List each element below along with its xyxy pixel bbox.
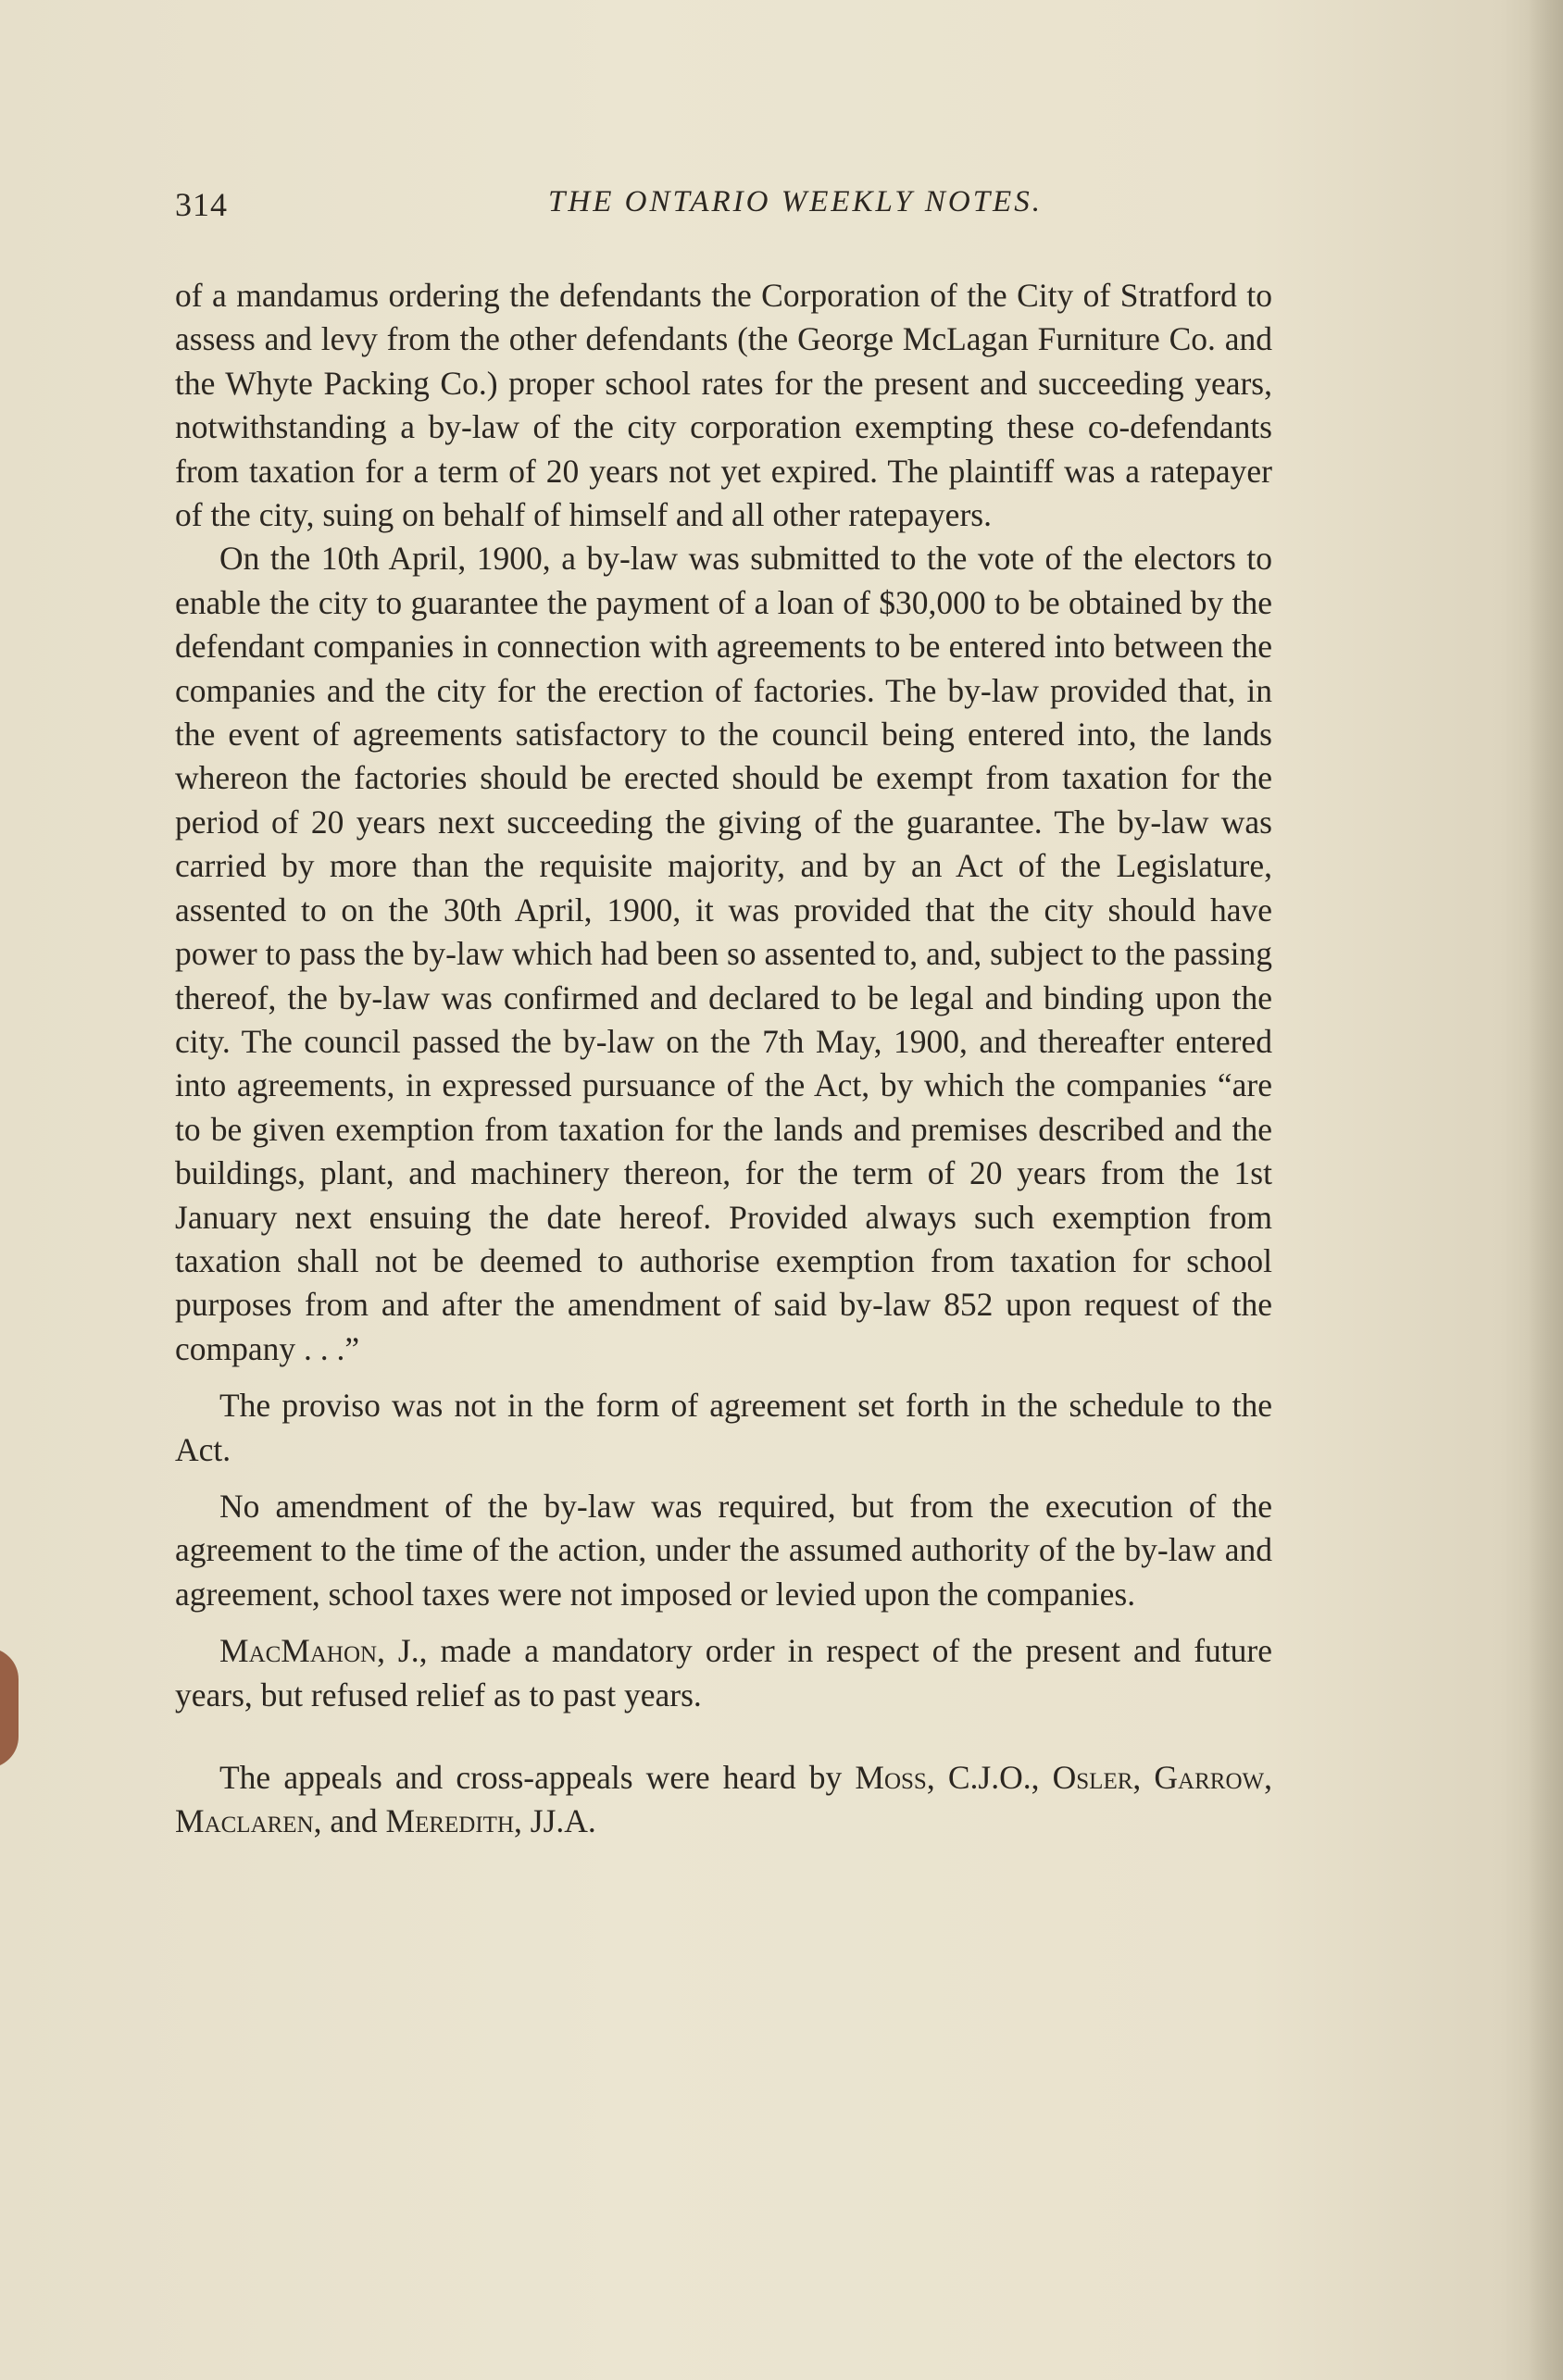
moss-title: , C.J.O., <box>926 1759 1053 1796</box>
judge-moss: Moss <box>855 1759 927 1796</box>
appeal-closing: , JJ.A. <box>514 1802 596 1840</box>
page-header <box>175 185 1272 231</box>
page-margin-mark <box>0 1648 19 1768</box>
appeal-intro: The appeals and cross-appeals were heard by <box>219 1759 856 1796</box>
paragraph-4: No amendment of the by-law was required, but from the execution of the agreement to the time of the action, under the assumed authority of the by-law and agreement, school taxes were not imposed or levied upon the companies. <box>175 1487 1272 1613</box>
paragraph-3: The proviso was not in the form of agreement set forth in the schedule to the Act. <box>175 1387 1272 1468</box>
page-edge-shadow <box>1528 0 1563 2380</box>
separator-1: , <box>1132 1759 1155 1796</box>
paragraph-6 <box>175 1756 1272 1844</box>
paragraph-5 <box>175 1629 1272 1717</box>
page-number: 314 <box>175 186 228 223</box>
judge-name: MacMahon <box>219 1632 378 1670</box>
body-text <box>175 274 1272 1844</box>
paragraph-1: of a mandamus ordering the defendants the Corporation of the City of Stratford to assess and levy from the other defendants (the George McLagan Furniture Co. and the Whyte Packing Co.) proper school rates for the present and succeeding years, notwithstanding a by-law of the city corporation exempting these co-defendants from taxation for a term of 20 years not yet expired. The plaintiff was a ratepayer of the city, suing on behalf of himself and all other ratepayers. <box>175 277 1272 534</box>
separator-2: , <box>1264 1759 1272 1796</box>
judge-meredith: Meredith <box>385 1802 515 1840</box>
running-title: THE ONTARIO WEEKLY NOTES. <box>548 185 1043 218</box>
separator-3: , and <box>313 1802 386 1840</box>
judge-maclaren: Maclaren <box>175 1802 314 1840</box>
paragraph-2: On the 10th April, 1900, a by-law was submitted to the vote of the electors to enable the city to guarantee the payment of a loan of $30,000 to be obtained by the defendant companies in connection with agreements to be entered into between the companies and the city for the erection of factories. The by-law provided that, in the event of agreements satisfactory to the council being entered into, the lands whereon the factories should be erected should be exempt from taxation for the period of 20 years next succeeding the giving of the guarantee. The by-law was carried by more than the requisite majority, and by an Act of the Legislature, assented to on the 30th April, 1900, it was provided that the city should have power to pass the by-law which had been so assented to, and, subject to the passing thereof, the by-law was confirmed and declared to be legal and binding upon the city. The council passed the by-law on the 7th May, 1900, and thereafter entered into agreements, in expressed pursuance of the Act, by which the companies “are to be given exemption from taxation for the lands and premises described and the buildings, plant, and machinery thereon, for the term of 20 years from the 1st January next ensuing the date hereof. Provided always such exemption from taxation shall not be deemed to authorise exemption from taxation for school purposes from and after the amendment of said by-law 852 upon request of the company . . .” <box>175 540 1272 1367</box>
judge-paragraph-text: , J., made a mandatory order in respect of the present and future years, but refused relief as to past years. <box>175 1632 1272 1713</box>
judge-garrow: Garrow <box>1154 1759 1265 1796</box>
judge-osler: Osler <box>1052 1759 1133 1796</box>
